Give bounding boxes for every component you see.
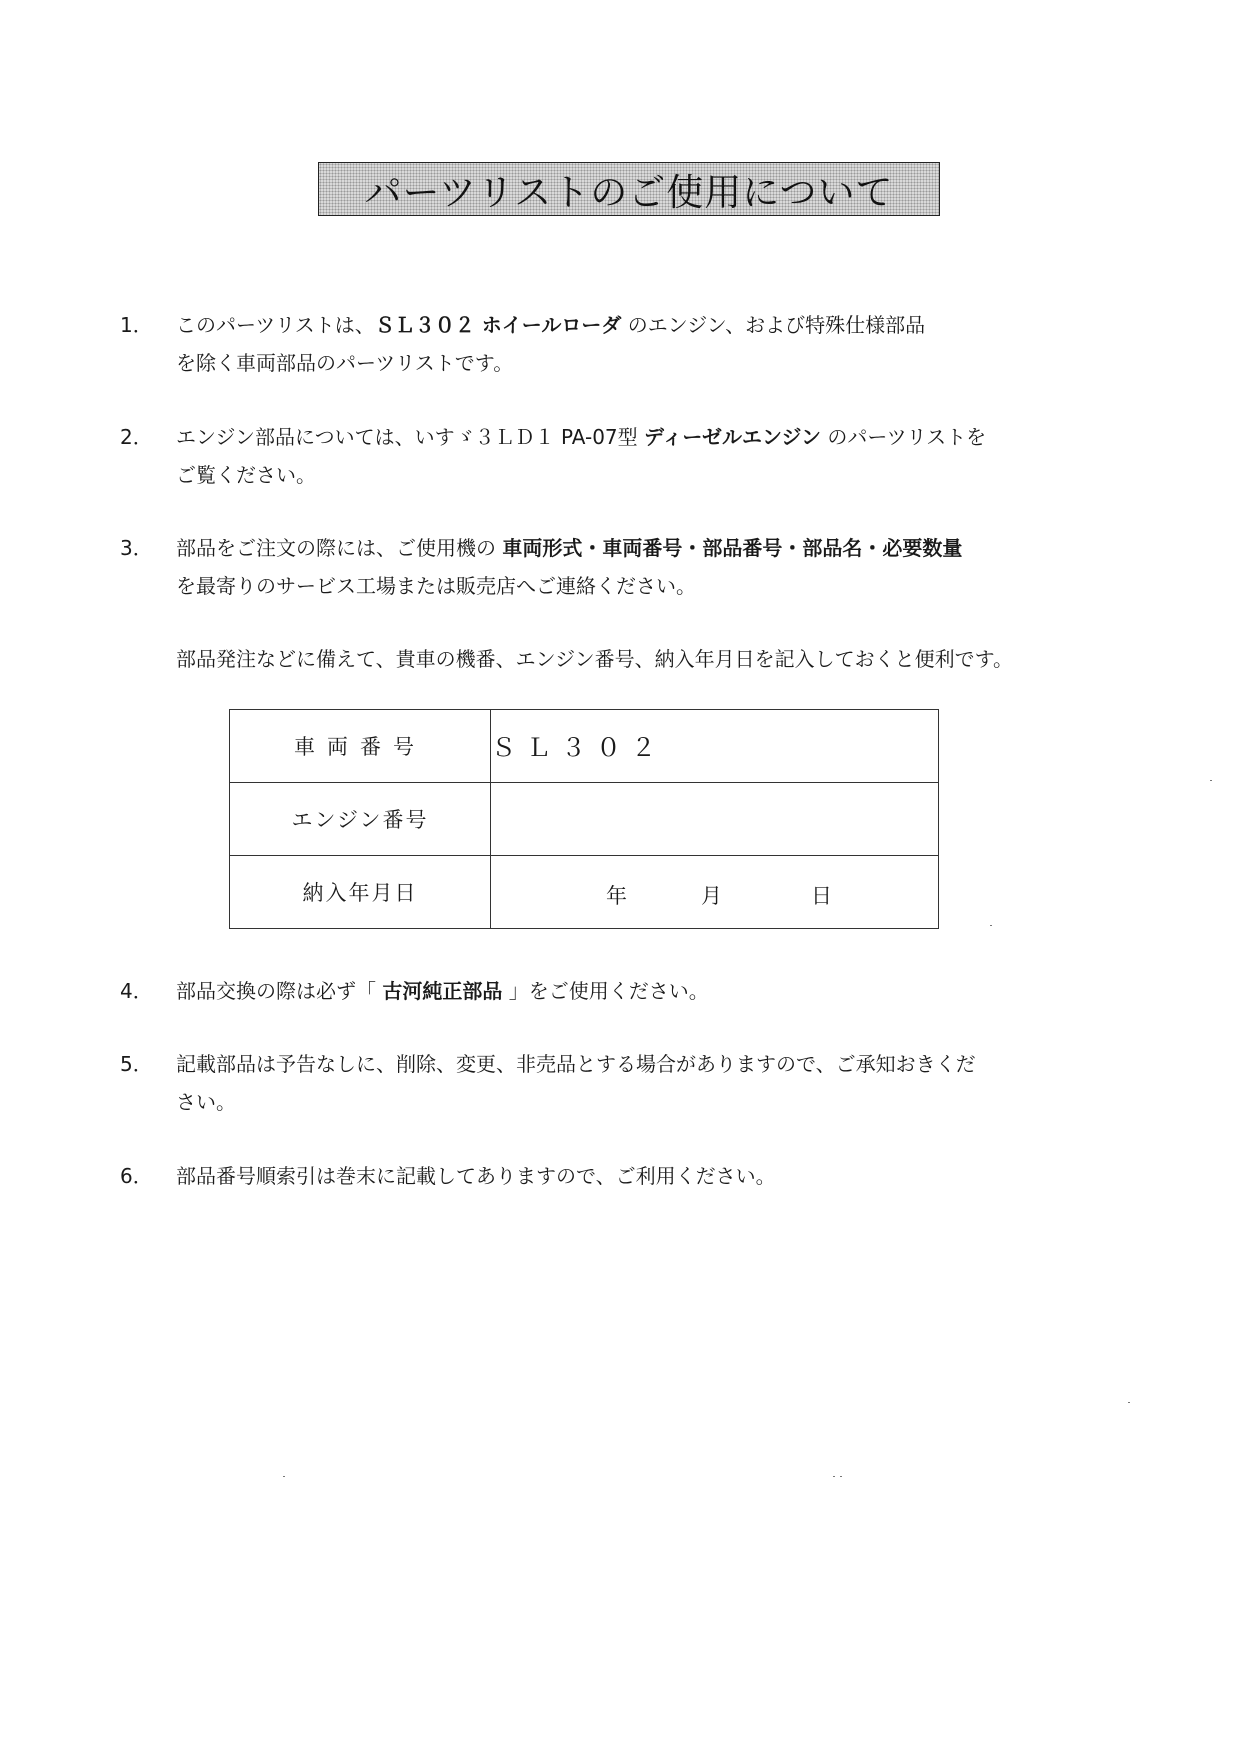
item-text: 部品をご注文の際には、ご使用機の <box>176 536 503 560</box>
item-line-1: 部品番号順索引は巻末に記載してありますので、ご利用ください。 <box>176 1164 776 1188</box>
item-line-1 <box>176 972 1126 1010</box>
month-label: 月 <box>701 884 722 908</box>
engine-no-value-cell[interactable] <box>491 783 939 856</box>
item-number: 1． <box>120 313 153 337</box>
scan-speck <box>840 1476 842 1477</box>
item-emphasis: ＳＬ３０２ ホイールローダ <box>374 313 622 337</box>
item-text: このパーツリストは、 <box>176 313 375 337</box>
item-body <box>176 529 1126 605</box>
item-number: 2． <box>120 425 153 449</box>
table-row-engine-no <box>230 783 939 856</box>
vehicle-no-label: 車両番号 <box>230 710 491 783</box>
delivery-date-label: 納入年月日 <box>230 856 491 929</box>
table-row-delivery-date <box>230 856 939 929</box>
delivery-date-value-cell[interactable] <box>491 856 939 929</box>
item-body <box>176 1045 1126 1121</box>
scan-speck <box>990 925 992 926</box>
scan-speck <box>1210 780 1212 781</box>
item-emphasis: ディーゼルエンジン <box>644 425 822 449</box>
scan-speck <box>283 1476 285 1477</box>
page-title-box <box>318 162 940 216</box>
item-body <box>176 418 1126 494</box>
day-label: 日 <box>811 884 832 908</box>
table-row-vehicle-no <box>230 710 939 783</box>
vehicle-info-table <box>229 709 939 929</box>
vehicle-no-value: ＳＬ３０２ <box>491 733 667 762</box>
item-line-1: 記載部品は予告なしに、削除、変更、非売品とする場合がありますので、ご承知おきくだ <box>176 1052 976 1076</box>
item-number: 6． <box>120 1164 153 1188</box>
item-line-2: さい。 <box>176 1090 236 1114</box>
item-line-1 <box>176 529 1126 567</box>
item-emphasis: 古河純正部品 <box>382 979 503 1003</box>
item-line-2: ご覧ください。 <box>176 463 316 487</box>
item-body <box>176 1157 1126 1195</box>
scan-speck <box>833 1476 835 1477</box>
item-body <box>176 972 1126 1010</box>
item-line-1 <box>176 306 1126 344</box>
item-text: 」をご使用ください。 <box>502 979 709 1003</box>
note-text: 部品発注などに備えて、貴車の機番、エンジン番号、納入年月日を記入しておくと便利です。 <box>176 647 1013 671</box>
page-title: パーツリストのご使用について <box>364 171 894 214</box>
item-number: 5． <box>120 1052 153 1076</box>
item-body <box>176 306 1126 382</box>
year-label: 年 <box>606 884 627 908</box>
item-line-2: を除く車両部品のパーツリストです。 <box>176 351 514 375</box>
item-text: のパーツリストを <box>821 425 987 449</box>
item-emphasis: 車両形式・車両番号・部品番号・部品名・必要数量 <box>502 536 963 560</box>
item-number: 3． <box>120 536 153 560</box>
engine-no-label: エンジン番号 <box>230 783 491 856</box>
scan-speck <box>1128 1402 1130 1403</box>
item-number: 4． <box>120 979 153 1003</box>
vehicle-no-value-cell[interactable] <box>491 710 939 783</box>
item-line-2: を最寄りのサービス工場または販売店へご連絡ください。 <box>176 574 696 598</box>
item-text: のエンジン、および特殊仕様部品 <box>621 313 926 337</box>
item-text: 部品交換の際は必ず「 <box>176 979 383 1003</box>
item-text: エンジン部品については、いすゞ３ＬＤ１ PA-07型 <box>176 425 645 449</box>
item-line-1 <box>176 418 1126 456</box>
